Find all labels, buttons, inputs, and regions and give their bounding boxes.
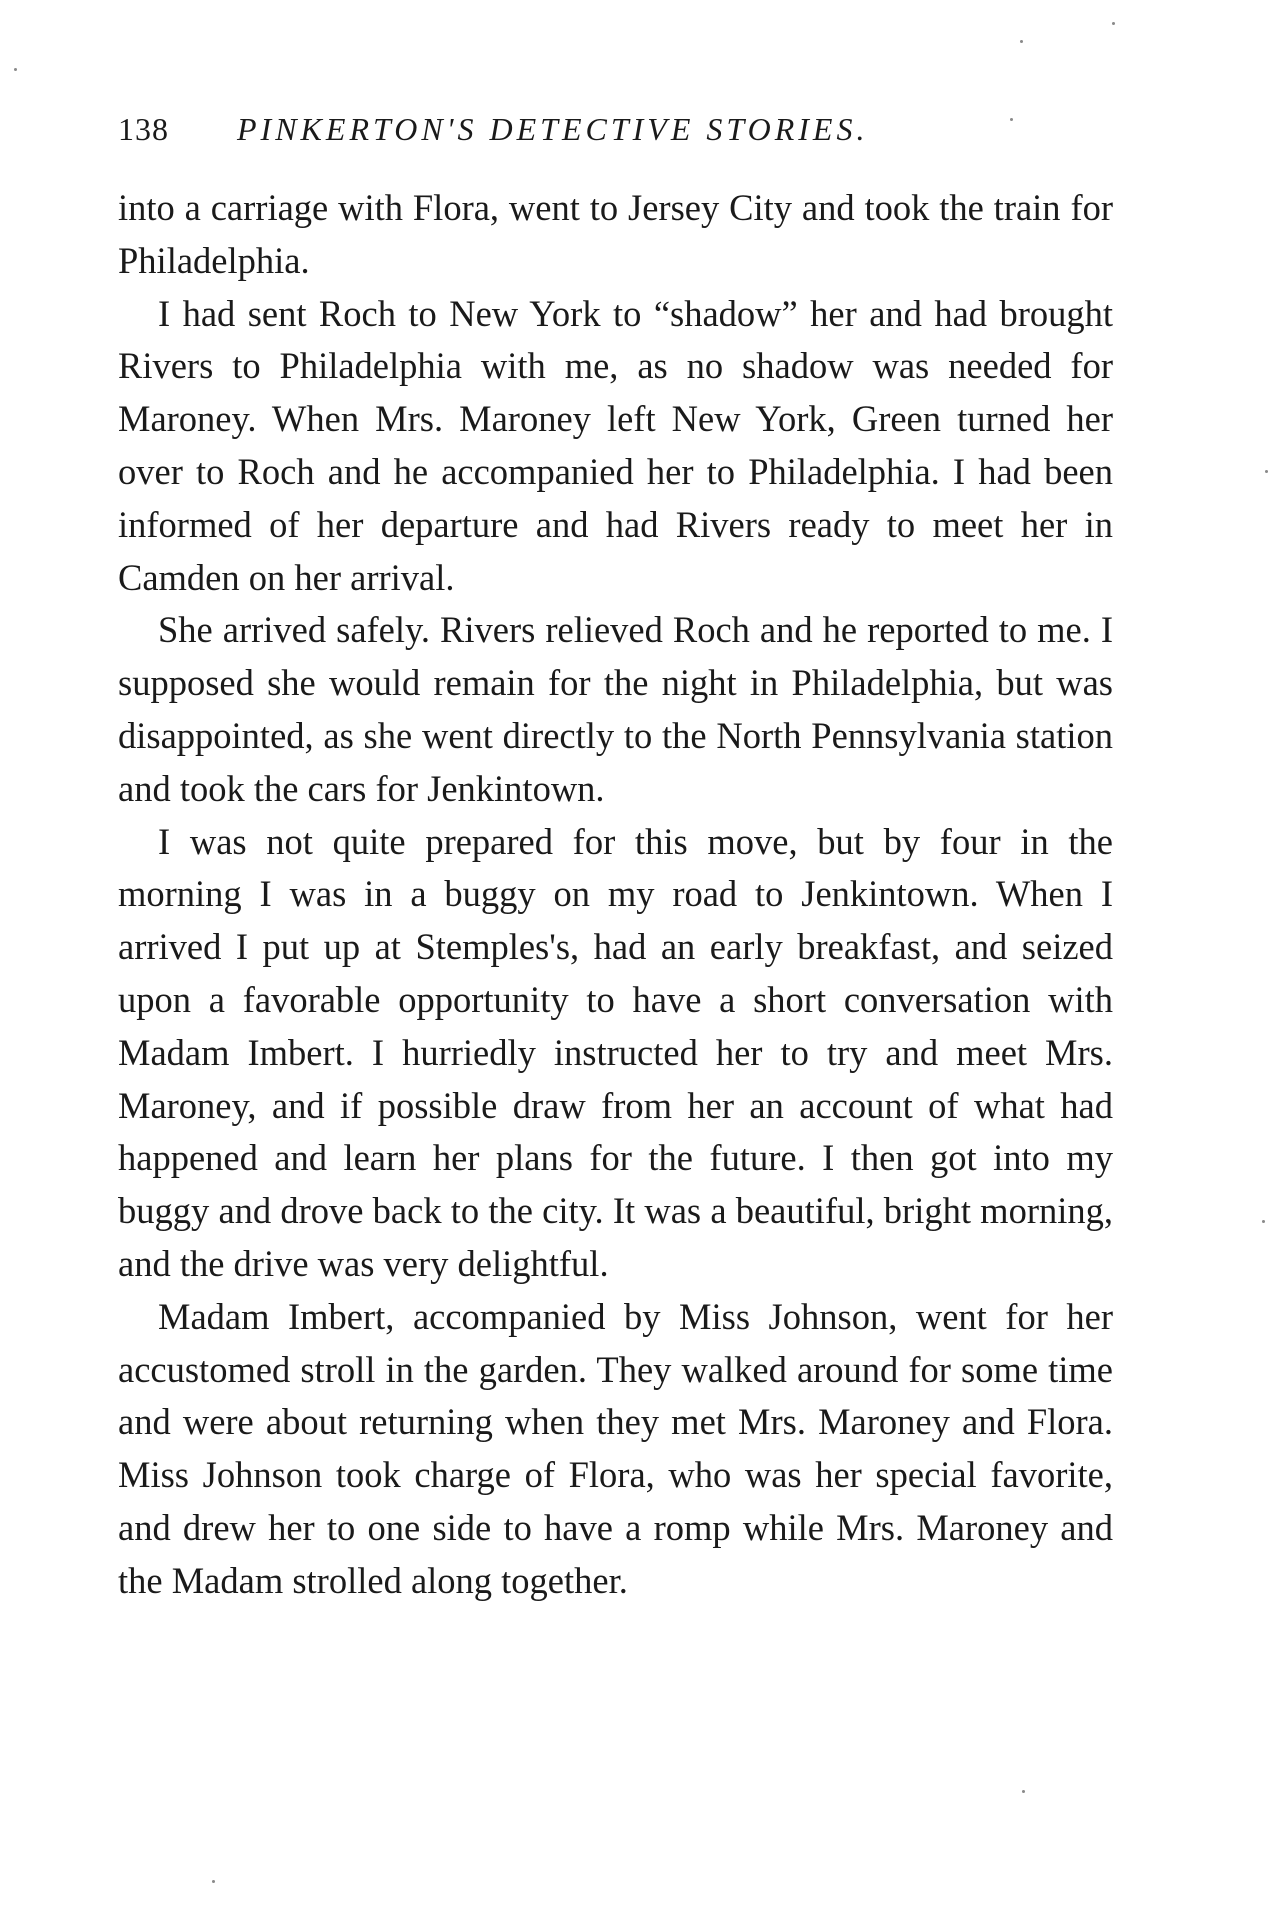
paragraph: I had sent Roch to New York to “shadow” her and had brought Rivers to Philadelphia with me, as no shadow was needed for Maroney. When Mrs. Maroney left New York, Green turned her over to Roch and he accompanied her to Philadelphia. I had been informed of her departure and had Rivers ready to meet her in Camden on her arrival. xyxy=(118,292,1113,598)
page-number: 138 xyxy=(118,111,169,147)
running-title: PINKERTON'S DETECTIVE STORIES. xyxy=(237,111,869,147)
scan-speck xyxy=(1010,118,1013,121)
body-text xyxy=(118,182,1113,1608)
paragraph: She arrived safely. Rivers relieved Roch and he reported to me. I supposed she would remain for the night in Philadelphia, but was disappointed, as she went directly to the North Pennsylvania station and took the cars for Jenkintown. xyxy=(118,609,1113,809)
running-head xyxy=(118,104,1018,154)
scan-speck xyxy=(1265,470,1268,473)
scan-speck xyxy=(1020,40,1023,43)
paragraph-continued: into a carriage with Flora, went to Jersey City and took the train for Philadelphia. xyxy=(118,187,1113,281)
paragraph: I was not quite prepared for this move, but by four in the morning I was in a buggy on my road to Jenkintown. When I arrived I put up at Stemples's, had an early breakfast, and seized upon a favorable opportunity to have a short conversation with Madam Imbert. I hurriedly instructed her to try and meet Mrs. Maroney, and if possible draw from her an account of what had happened and learn her plans for the future. I then got into my buggy and drove back to the city. It was a beautiful, bright morning, and the drive was very delightful. xyxy=(118,820,1113,1284)
scan-speck xyxy=(212,1880,215,1883)
scan-speck xyxy=(14,68,17,71)
scan-speck xyxy=(1022,1790,1025,1793)
scan-speck xyxy=(1262,1220,1265,1223)
scan-speck xyxy=(1112,22,1115,25)
paragraph: Madam Imbert, accompanied by Miss Johnson, went for her accustomed stroll in the garden. They walked around for some time and were about returning when they met Mrs. Maroney and Flora. Miss Johnson took charge of Flora, who was her special favorite, and drew her to one side to have a romp while Mrs. Maroney and the Madam strolled along together. xyxy=(118,1295,1113,1601)
